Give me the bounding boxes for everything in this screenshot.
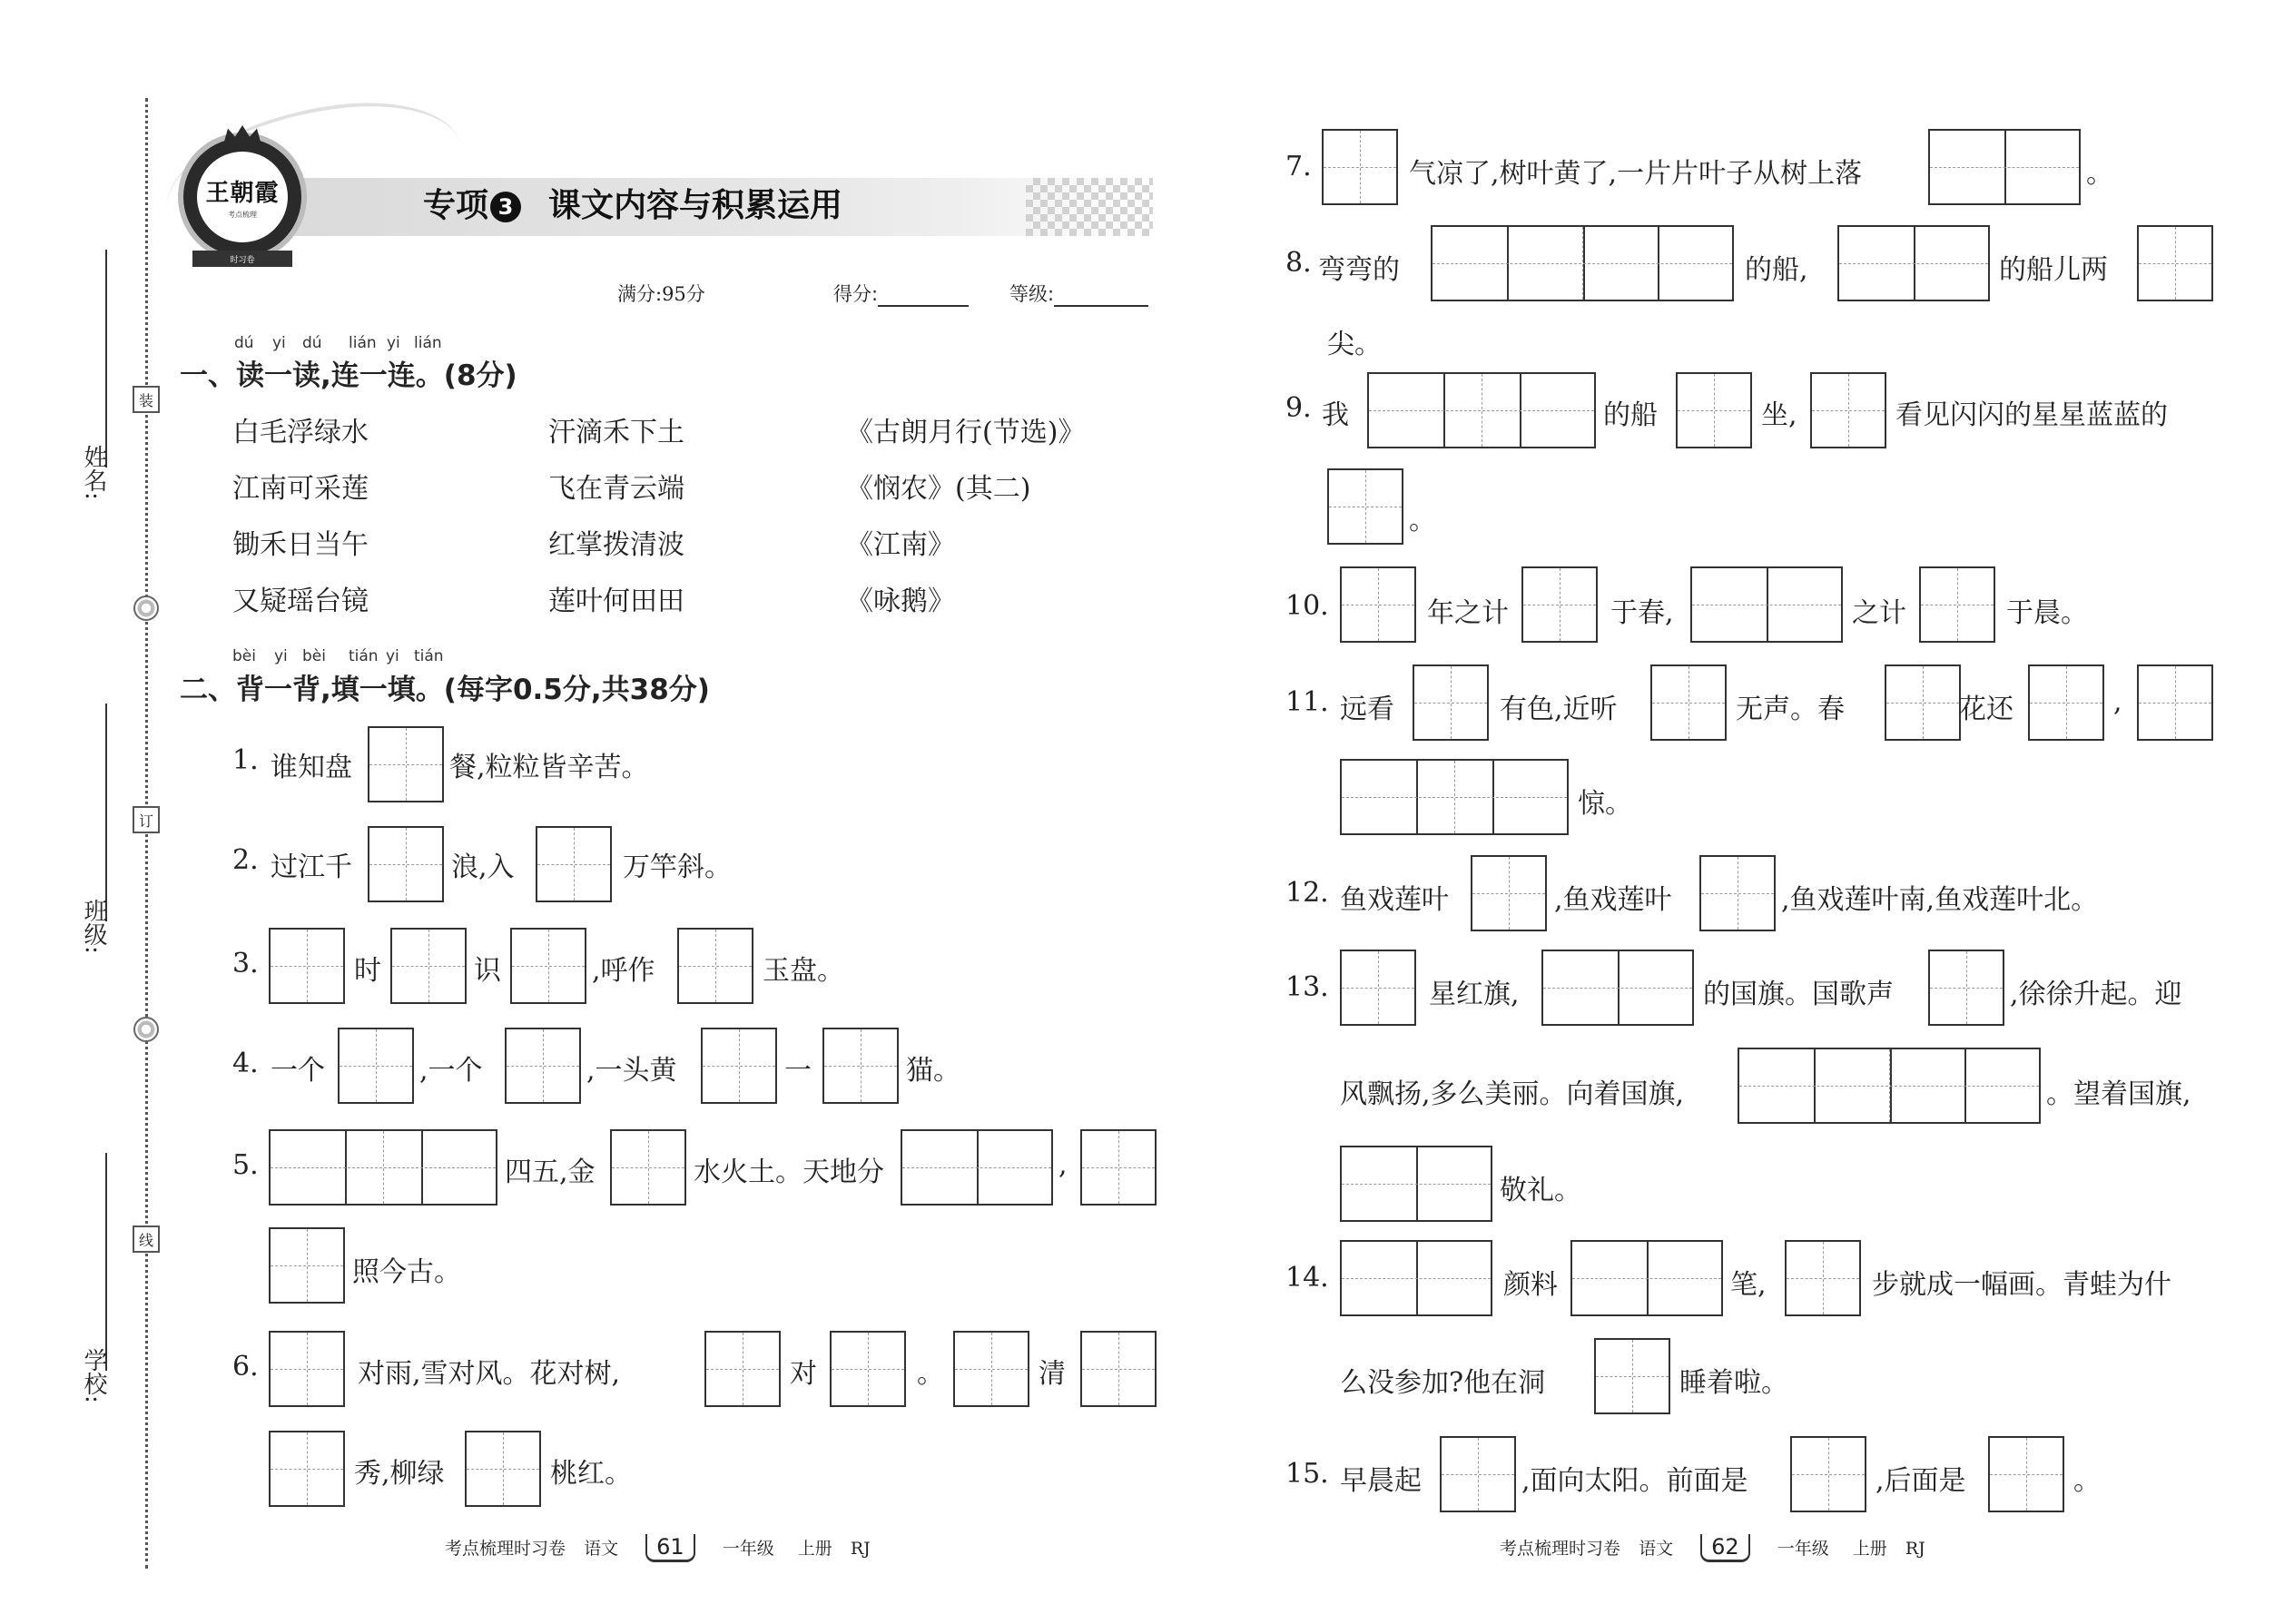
item-13-text: ,徐徐升起。迎 — [2010, 979, 2182, 1010]
item-1-text: 谁知盘 — [271, 752, 352, 783]
item-9-text: 。 — [1409, 505, 1436, 536]
answer-box[interactable] — [677, 928, 753, 1004]
item-8-text: 弯弯的 — [1318, 254, 1400, 286]
item-14-text: 睡着啦。 — [1679, 1367, 1788, 1399]
answer-box[interactable] — [1080, 1331, 1157, 1407]
title-prefix: 专项 — [423, 187, 489, 224]
answer-box-2[interactable] — [1690, 566, 1843, 643]
answer-box[interactable] — [269, 928, 345, 1004]
binding-dashed-line — [145, 98, 148, 1569]
item-15-text: ,后面是 — [1876, 1465, 1966, 1497]
item-3-text: 时 — [354, 955, 381, 987]
answer-box[interactable] — [269, 1431, 345, 1507]
answer-box[interactable] — [1785, 1240, 1861, 1316]
item-5-number: 5. — [232, 1149, 259, 1181]
answer-box[interactable] — [1327, 468, 1403, 545]
footer-term: 上册 — [1852, 1539, 1887, 1559]
footer-edition: RJ — [850, 1539, 871, 1559]
answer-box[interactable] — [1471, 855, 1547, 931]
footer-subject: 语文 — [1639, 1539, 1674, 1559]
pinyin: tián — [349, 647, 379, 665]
poem-title-c4[interactable]: 《咏鹅》 — [846, 586, 955, 617]
footer-grade: 一年级 — [1777, 1539, 1829, 1559]
answer-box[interactable] — [1521, 566, 1598, 643]
item-11-text: 无声。春 — [1736, 694, 1845, 725]
item-11-text: 花还 — [1959, 694, 2013, 725]
item-13-text: 风飘扬,多么美丽。向着国旗, — [1340, 1078, 1685, 1110]
item-7-text: 气凉了,树叶黄了,一片片叶子从树上落 — [1409, 158, 1863, 190]
answer-box[interactable] — [1413, 664, 1489, 741]
item-10-text: 于晨。 — [2006, 597, 2088, 629]
item-6-text: 。 — [917, 1358, 944, 1390]
pinyin: dú — [234, 334, 254, 352]
item-6-text: 桃红。 — [550, 1458, 632, 1490]
footer-book: 考点梳理时习卷 — [445, 1539, 566, 1559]
item-6-text: 秀,柳绿 — [354, 1458, 445, 1490]
item-12-text: 鱼戏莲叶 — [1340, 884, 1449, 916]
footer-right — [1500, 1534, 1925, 1562]
answer-box-4[interactable] — [1738, 1048, 2041, 1124]
poem-line-a2[interactable]: 江南可采莲 — [232, 473, 369, 505]
name-fill-line — [105, 250, 107, 468]
answer-box[interactable] — [1928, 950, 2004, 1026]
poem-line-b4[interactable]: 莲叶何田田 — [548, 586, 684, 617]
pinyin: yi — [274, 647, 288, 665]
item-3-number: 3. — [232, 948, 259, 979]
answer-box[interactable] — [465, 1431, 541, 1507]
item-14-text: 么没参加?他在洞 — [1340, 1367, 1546, 1399]
item-4-text: 猫。 — [906, 1055, 960, 1087]
poem-line-a1[interactable]: 白毛浮绿水 — [232, 417, 369, 448]
item-2-text: 万竿斜。 — [623, 851, 732, 883]
answer-box-2[interactable] — [901, 1129, 1053, 1206]
poem-line-a3[interactable]: 锄禾日当午 — [232, 529, 369, 561]
answer-box[interactable] — [1340, 950, 1416, 1026]
item-14-text: 笔, — [1730, 1269, 1767, 1301]
answer-box[interactable] — [368, 726, 444, 802]
seal-xian: 线 — [133, 1225, 160, 1253]
item-9-text: 我 — [1322, 399, 1349, 431]
binding-hole-icon — [133, 1017, 159, 1042]
item-6-text: 对雨,雪对风。花对树, — [358, 1358, 621, 1390]
answer-box[interactable] — [2028, 664, 2104, 741]
footer-book: 考点梳理时习卷 — [1500, 1539, 1621, 1559]
binding-hole-icon — [133, 595, 159, 621]
score-field — [833, 280, 969, 307]
item-3-text: 玉盘。 — [763, 955, 844, 987]
title-number-badge: 3 — [490, 192, 521, 222]
page-number: 61 — [645, 1534, 695, 1562]
poem-line-b1[interactable]: 汗滴禾下土 — [548, 417, 684, 448]
item-7-text: 。 — [2086, 158, 2113, 190]
answer-box[interactable] — [1699, 855, 1776, 931]
answer-box[interactable] — [338, 1028, 414, 1104]
answer-box[interactable] — [368, 826, 444, 902]
answer-box-3[interactable] — [1340, 759, 1569, 835]
item-8-number: 8. — [1285, 247, 1312, 279]
pinyin: lián — [414, 334, 442, 352]
item-10-text: 年之计 — [1427, 597, 1509, 629]
item-9-number: 9. — [1285, 392, 1312, 424]
answer-box-2[interactable] — [1837, 225, 1990, 301]
answer-box[interactable] — [510, 928, 586, 1004]
section2-heading: 二、背一背,填一填。(每字0.5分,共38分) — [180, 674, 710, 706]
item-11-text: , — [2113, 686, 2122, 718]
item-6-text: 清 — [1039, 1358, 1066, 1390]
footer-term: 上册 — [797, 1539, 832, 1559]
section1-heading: 一、读一读,连一连。(8分) — [180, 359, 517, 392]
item-7-number: 7. — [1285, 151, 1312, 182]
item-13-number: 13. — [1285, 971, 1329, 1003]
answer-box[interactable] — [822, 1028, 899, 1104]
item-9-text: 看见闪闪的星星蓝蓝的 — [1895, 399, 2168, 431]
footer-edition: RJ — [1905, 1539, 1925, 1559]
item-14-number: 14. — [1285, 1262, 1329, 1294]
item-4-text: ,一个 — [419, 1055, 483, 1087]
item-8-text: 的船儿两 — [1999, 254, 2108, 286]
answer-box[interactable] — [1440, 1436, 1516, 1512]
seal-zhuang: 装 — [133, 386, 160, 413]
item-11-number: 11. — [1285, 686, 1329, 718]
item-4-number: 4. — [232, 1048, 259, 1079]
item-12-number: 12. — [1285, 877, 1329, 909]
school-label: 学校: — [80, 1348, 107, 1403]
answer-box-3[interactable] — [1367, 372, 1596, 448]
item-11-text: 有色,近听 — [1500, 694, 1618, 725]
pinyin: yi — [272, 334, 286, 352]
school-fill-line — [105, 1153, 107, 1371]
answer-box-2[interactable] — [1570, 1240, 1723, 1316]
item-11-text: 惊。 — [1578, 788, 1632, 820]
item-2-number: 2. — [232, 844, 259, 876]
pinyin: lián — [349, 334, 377, 352]
answer-box-2[interactable] — [1340, 1240, 1492, 1316]
answer-box-2[interactable] — [1541, 950, 1694, 1026]
item-9-text: 坐, — [1761, 399, 1797, 431]
answer-box[interactable] — [1340, 566, 1416, 643]
item-4-text: 一 — [784, 1055, 812, 1087]
class-label: 班级: — [80, 899, 107, 954]
answer-box[interactable] — [1322, 129, 1398, 205]
item-15-text: 早晨起 — [1340, 1465, 1422, 1497]
item-1-text: 餐,粒粒皆辛苦。 — [449, 752, 649, 783]
item-15-text: 。 — [2073, 1465, 2101, 1497]
grade-field — [1009, 280, 1148, 307]
poem-line-b2[interactable]: 飞在青云端 — [548, 473, 684, 505]
score-blank[interactable] — [878, 305, 969, 307]
answer-box[interactable] — [2137, 664, 2213, 741]
item-13-text: 的国旗。国歌声 — [1703, 979, 1894, 1010]
answer-box[interactable] — [1919, 566, 1995, 643]
answer-box[interactable] — [505, 1028, 581, 1104]
answer-box[interactable] — [536, 826, 612, 902]
poem-line-a4[interactable]: 又疑瑶台镜 — [232, 586, 369, 617]
answer-box[interactable] — [269, 1331, 345, 1407]
item-8-text: 尖。 — [1327, 329, 1382, 360]
pinyin: bèi — [302, 647, 326, 665]
answer-box[interactable] — [2137, 225, 2213, 301]
answer-box[interactable] — [1594, 1338, 1670, 1414]
item-4-text: ,一头黄 — [586, 1055, 677, 1087]
item-12-text: ,鱼戏莲叶 — [1554, 884, 1672, 916]
item-5-text: 照今古。 — [352, 1256, 461, 1288]
answer-box-4[interactable] — [1431, 225, 1734, 301]
item-5-text: 四五,金 — [505, 1156, 596, 1188]
item-2-text: 浪,入 — [451, 851, 515, 883]
item-5-text: , — [1058, 1149, 1068, 1181]
pinyin: yi — [387, 334, 400, 352]
item-13-text: 。望着国旗, — [2046, 1078, 2191, 1110]
item-8-text: 的船, — [1745, 254, 1808, 286]
answer-box[interactable] — [1885, 664, 1961, 741]
full-score: 满分:95分 — [617, 283, 705, 305]
answer-box[interactable] — [1810, 372, 1886, 448]
answer-box[interactable] — [269, 1227, 345, 1304]
item-13-text: 星红旗, — [1429, 979, 1520, 1010]
brand-slogan: 考点梳理 — [228, 211, 257, 219]
page-title — [423, 180, 842, 226]
brand-band: 时习卷 — [192, 251, 292, 267]
brand-name: 王朝霞 — [205, 180, 280, 207]
checker-decoration — [1026, 178, 1153, 236]
poem-line-b3[interactable]: 红掌拨清波 — [548, 529, 684, 561]
item-14-text: 颜料 — [1503, 1269, 1558, 1301]
pinyin: tián — [414, 647, 444, 665]
answer-box-3[interactable] — [269, 1129, 497, 1206]
answer-box[interactable] — [1988, 1436, 2064, 1512]
brand-logo — [178, 133, 307, 265]
answer-box-2[interactable] — [1340, 1146, 1492, 1222]
class-fill-line — [105, 704, 107, 921]
item-3-text: ,呼作 — [592, 955, 655, 987]
name-label: 姓名: — [80, 445, 107, 500]
answer-box[interactable] — [1650, 664, 1727, 741]
answer-box[interactable] — [701, 1028, 777, 1104]
seal-ding: 订 — [133, 806, 160, 833]
answer-box[interactable] — [610, 1129, 686, 1206]
item-3-text: 识 — [474, 955, 501, 987]
item-12-text: ,鱼戏莲叶南,鱼戏莲叶北。 — [1781, 884, 2099, 916]
pinyin: bèi — [232, 647, 256, 665]
answer-box[interactable] — [704, 1331, 781, 1407]
item-6-text: 对 — [790, 1358, 817, 1390]
item-10-number: 10. — [1285, 590, 1329, 622]
poem-title-c3[interactable]: 《江南》 — [846, 529, 955, 561]
answer-box[interactable] — [1676, 372, 1752, 448]
grade-label: 等级: — [1009, 283, 1055, 305]
item-4-text: 一个 — [271, 1055, 325, 1087]
item-5-text: 水火土。天地分 — [694, 1156, 884, 1188]
item-6-number: 6. — [232, 1351, 259, 1383]
item-13-text: 敬礼。 — [1500, 1175, 1581, 1206]
answer-box[interactable] — [1790, 1436, 1866, 1512]
item-2-text: 过江千 — [271, 851, 352, 883]
answer-box[interactable] — [1080, 1129, 1157, 1206]
footer-grade: 一年级 — [722, 1539, 774, 1559]
pinyin: yi — [386, 647, 399, 665]
item-10-text: 之计 — [1852, 597, 1906, 629]
item-14-text: 步就成一幅画。青蛙为什 — [1872, 1269, 2171, 1301]
answer-box[interactable] — [830, 1331, 906, 1407]
item-15-text: ,面向太阳。前面是 — [1521, 1465, 1748, 1497]
answer-box-2[interactable] — [1928, 129, 2081, 205]
grade-blank[interactable] — [1054, 305, 1148, 307]
pinyin: dú — [302, 334, 322, 352]
footer-subject: 语文 — [584, 1539, 619, 1559]
score-label: 得分: — [833, 283, 879, 305]
footer-left — [445, 1534, 871, 1562]
poem-title-c2[interactable]: 《悯农》(其二) — [846, 473, 1031, 505]
item-10-text: 于春, — [1610, 597, 1674, 629]
page-number: 62 — [1700, 1534, 1750, 1562]
item-1-number: 1. — [232, 744, 259, 776]
item-15-number: 15. — [1285, 1458, 1329, 1490]
title-main: 课文内容与积累运用 — [548, 187, 843, 224]
item-9-text: 的船 — [1603, 399, 1658, 431]
item-11-text: 远看 — [1340, 694, 1394, 725]
answer-box[interactable] — [390, 928, 467, 1004]
poem-title-c1[interactable]: 《古朗月行(节选)》 — [846, 417, 1086, 448]
answer-box[interactable] — [953, 1331, 1029, 1407]
